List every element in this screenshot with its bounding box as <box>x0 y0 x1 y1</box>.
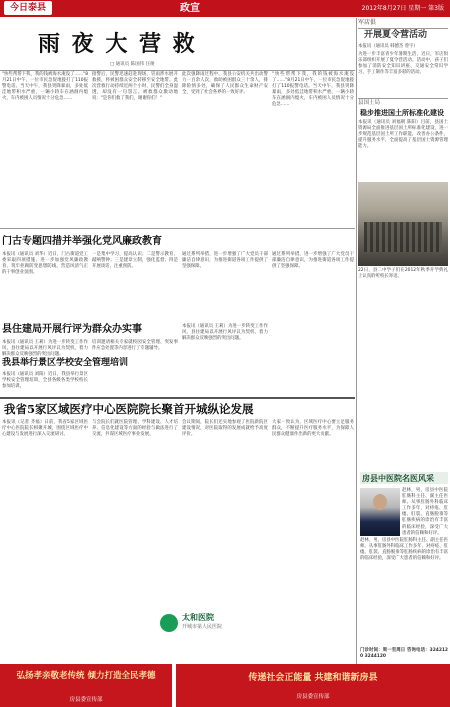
feature-body-col-2: 与会院长们就医院管理、学科建设、人才培养、信息化建设等方面的经验与做法进行了交流，共谋区域医疗事业发展。 <box>92 420 178 438</box>
column-divider <box>356 18 357 468</box>
profile-title: 房县中医院名医风采 <box>362 473 434 483</box>
hospital-subtitle: 开城市第人民医院 <box>182 624 223 630</box>
school-ceremony-photo <box>358 182 448 266</box>
lead-headline: 雨 夜 大 营 救 <box>38 31 197 57</box>
masthead-bar <box>0 0 450 17</box>
ad-1-slogan: 弘扬孝亲敬老传统 倾力打造全民孝德 <box>16 671 156 681</box>
hospital-logo-icon <box>160 614 178 632</box>
mid-story-3-body-cont: 培训邀请相关专家就校园安全管理、突发事件应急处置等内容进行了专题辅导。 <box>92 340 178 352</box>
sidebar-story-1-title: 开展夏令营活动 <box>364 30 428 40</box>
ad-banner-2 <box>176 664 450 707</box>
feature-body-col-4: 大家一致认为，区域医疗中心要立足服务群众，不断提升医疗服务水平，为保障人民群众健康作出新的更大贡献。 <box>272 420 354 438</box>
divider <box>0 70 355 71</box>
section-title: 政宣 <box>180 3 200 14</box>
doctor-portrait <box>360 488 400 536</box>
mid-story-2-title: 县住建局开展行评为群众办实事 <box>2 324 142 335</box>
ad-2-slogan: 传递社会正能量 共建和谐新房县 <box>248 673 378 683</box>
mid-story-extra: 本报讯（通讯员 王莉）为进一步转变工作作风，县住建局以开展行风评议为契机，着力解决群众反映强烈的突出问题。 <box>182 324 268 342</box>
mid-story-1-body-col-2: 一是集中学习，提高认识；二是警示教育，敲响警钟；三是建章立制，强化监督；四是开展谈话，注重预防。 <box>92 252 178 270</box>
mid-story-3-title: 我县举行景区学校安全管理培训 <box>2 358 129 368</box>
issue-date: 2012年8月27日 星期一 第3版 <box>361 5 444 12</box>
ad-2-sponsor: 房县委宣传部 <box>296 694 330 700</box>
sidebar-header: 军店俱 <box>358 18 448 29</box>
feature-headline: 我省5家区域医疗中心医院院长聚首开城纵论发展 <box>4 402 254 416</box>
mid-story-1-body-col-1: 本报讯（通讯员 刘华）近日，门古街道党工委采取四项措施，进一步加强党风廉政教育，筑牢拒腐防变思想防线，营造风清气正的干事创业氛围。 <box>2 252 88 276</box>
profile-contact: 门诊时间：周一至周日 咨询电话：3242120 3244120 <box>360 648 448 660</box>
mid-sidebar-text: 通过系列举措，进一步增强了广大党员干部廉洁自律意识，为推进街道各项工作提供了坚强保障。 <box>272 252 354 270</box>
mid-story-1-body-col-3: 通过系列举措，进一步增强了广大党员干部廉洁自律意识，为推进街道各项工作提供了坚强保障。 <box>182 252 268 270</box>
hospital-name: 太和医院 <box>182 612 214 622</box>
lead-byline: □ 通讯员 陈国伟 汪俊 <box>110 62 155 67</box>
photo-caption: 22日，县二中学子们在2012年秋季开学典礼上认真聆听校长寄语。 <box>358 268 448 280</box>
ad-1-sponsor: 房县委宣传部 <box>69 697 103 703</box>
sidebar-story-2-body: 本报讯（通讯员 刘福朝 陈阳）目前，县国土资源局全面推进基层国土所标准化建设，进一步规范基层国土所工作职能，改善办公条件，提升服务水平，全面提高了基层国土资源管理能力。 <box>358 120 448 150</box>
feature-body-col-3: 会议期间，院长们还实地参观了医院新院区建设情况，对医院取得的发展成就给予高度评价。 <box>182 420 268 438</box>
mid-story-1-title: 门古专题四措并举强化党风廉政教育 <box>2 236 162 247</box>
lead-body-col-1: "快些帮帮下我，我的钱被海水淹没了……"8月21日中午，一位市民急促地拨打了110报警电话。当天中午，我县突降暴雨，多处低洼地带积水严重，一辆小轿车在涵洞内熄火，车内被困人员情况十分危急…… <box>2 72 88 102</box>
newspaper-logo: 今日泰县 <box>4 1 52 15</box>
divider <box>0 397 355 399</box>
profile-body-cont: 赵林，男，房县中医院肛肠科主任、副主任医师。从事肛肠外科临床工作多年，对痔疮、肛瘘、肛裂、直肠脱垂等肛肠疾病的诊治有丰富的临床经验，深受广大患者的信赖和好评。 <box>360 538 448 562</box>
sidebar-story-2-title: 稳步推进国土所标准化建设 <box>360 108 444 117</box>
mid-story-2-body: 本报讯（通讯员 王莉）为进一步转变工作作风，县住建局以开展行风评议为契机，着力解决群众反映强烈的突出问题。 <box>2 340 88 358</box>
mid-story-3-body: 本报讯（通讯员 刘阳）近日，我县举行景区学校安全管理培训，全县各级各类学校校长参加培训。 <box>2 372 88 390</box>
lead-body-col-3: 此次强降雨过程中，我县公安机关共出动警力一百余人次，救助被困群众三十余人，排除险情多处，确保了人民群众生命财产安全，受到了社会各界的一致好评。 <box>182 72 268 96</box>
profile-body: 赵林，男，房县中医院肛肠科主任、副主任医师。从事肛肠外科临床工作多年，对痔疮、肛瘘、肛裂、直肠脱垂等肛肠疾病的诊治有丰富的临床经验，深受广大患者的信赖和好评。 <box>402 488 448 536</box>
lead-body-col-2: 接警后，民警迅速赶赴现场，冒雨涉水展开救援，将被困群众安全转移至安全地带。此次营救行动持续近两个小时，民警们全身湿透，却没有一句怨言。被救群众激动地说："是你们救了我们，谢谢你们！" <box>92 72 178 102</box>
feature-body-col-1: 本报讯（记者 齐福）日前，我省5家区域医疗中心医院院长相聚开城，围绕区域医疗中心建设与发展进行深入交流研讨。 <box>2 420 88 438</box>
divider <box>358 98 448 99</box>
sidebar-story-2-header: 县国土局 <box>358 100 381 106</box>
lead-body-col-4: "快些帮帮下我，我的钱被海水淹没了……"8月21日中午，一位市民急促地拨打了110报警电话。当天中午，我县突降暴雨，多处低洼地带积水严重，一辆小轿车在涵洞内熄火，车内被困人员情况十分危急…… <box>272 72 354 108</box>
divider <box>0 228 355 229</box>
sidebar-story-1-byline: 本报讯（通讯员 韩德杰 曾宇） <box>358 44 418 49</box>
ad-banner-1 <box>0 664 172 707</box>
hospital-logo-block <box>160 612 280 634</box>
sidebar-story-1-body: 为进一步丰富青少年暑期生活，近日，军店俱乐部组织开展了夏令营活动。活动中，孩子们参加了消防安全知识讲座、交通安全常识学习、手工制作等丰富多彩的活动。 <box>358 52 448 76</box>
